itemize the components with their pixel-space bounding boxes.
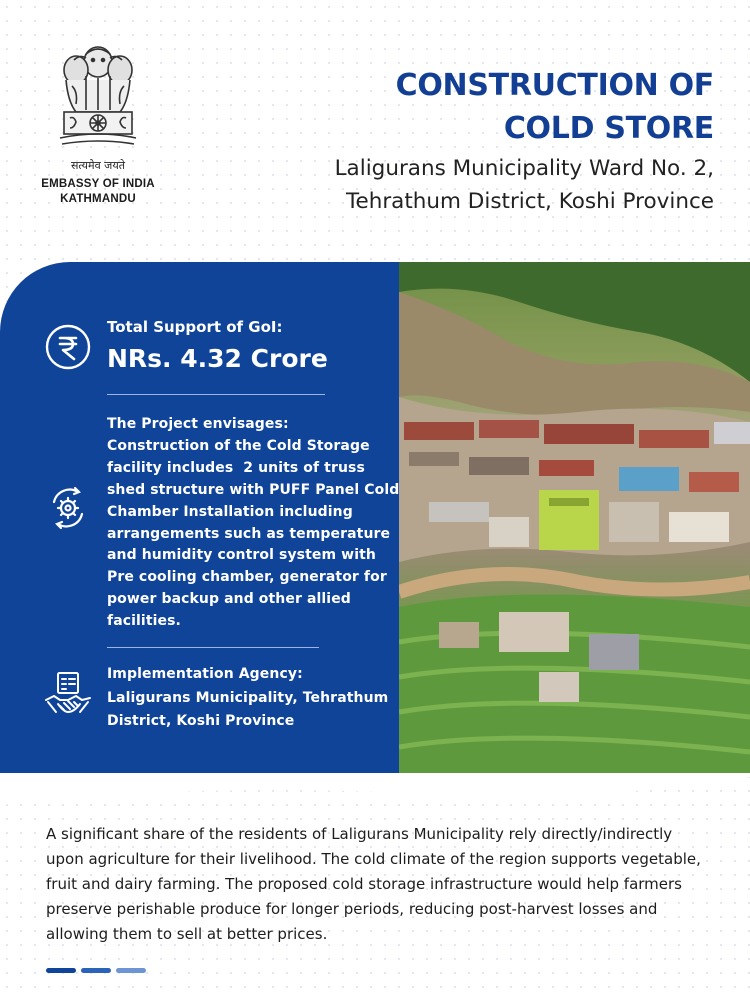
page-title (274, 64, 714, 150)
project-background-text (46, 822, 718, 947)
decorative-wave (0, 773, 750, 805)
project-line: The Project envisages: (107, 416, 289, 432)
location-line1: Laligurans Municipality Ward No. 2, (334, 156, 714, 181)
project-line: Construction of the Cold Storage (107, 437, 370, 454)
project-line: facility includes 2 units of truss (107, 459, 365, 476)
embassy-emblem (38, 40, 158, 220)
rupee-icon (44, 323, 92, 371)
decorative-dashes (46, 958, 151, 964)
description-line: A significant share of the residents of Laligurans Municipality rely directly/indirectly (46, 825, 673, 843)
description-line: allowing them to sell at better prices. (46, 925, 328, 943)
agency-line: Laligurans Municipality, Tehrathum (107, 689, 389, 706)
project-line: Chamber Installation including (107, 503, 353, 520)
description-line: fruit and dairy farming. The proposed cold storage infrastructure would help farmers (46, 875, 682, 893)
project-site-photo (399, 262, 750, 774)
embassy-name (38, 177, 158, 207)
dash-mark (116, 968, 146, 973)
support-value: NRs. 4.32 Crore (107, 344, 328, 373)
handshake-icon (44, 670, 92, 718)
gear-cycle-icon (44, 484, 92, 532)
page-title-line1: CONSTRUCTION OF (395, 68, 714, 103)
description-line: upon agriculture for their livelihood. The cold climate of the region supports vegetable, (46, 850, 701, 868)
project-line: shed structure with PUFF Panel Cold (107, 481, 400, 498)
agency-line: District, Koshi Province (107, 713, 295, 729)
panel-divider (107, 647, 319, 648)
implementation-agency (107, 663, 397, 734)
location-subtitle (254, 152, 714, 218)
emblem-motto: सत्यमेव जयते (70, 159, 125, 172)
embassy-name-line2: KATHMANDU (60, 193, 136, 205)
project-line: Pre cooling chamber, generator for (107, 569, 387, 586)
dash-mark (81, 968, 111, 973)
project-line: facilities. (107, 613, 181, 630)
lion-capital-emblem-icon (56, 40, 140, 156)
page-title-line2: COLD STORE (503, 111, 714, 146)
project-line: power backup and other allied (107, 591, 351, 608)
project-description (107, 414, 407, 633)
embassy-name-line1: EMBASSY OF INDIA (41, 178, 155, 190)
project-line: and humidity control system with (107, 547, 376, 564)
location-line2: Tehrathum District, Koshi Province (346, 189, 714, 214)
support-label: Total Support of GoI: (107, 318, 283, 336)
project-line: arrangements such as temperature (107, 525, 391, 542)
panel-divider (107, 394, 325, 395)
description-line: preserve perishable produce for longer periods, reducing post-harvest losses and (46, 900, 658, 918)
dash-mark (46, 968, 76, 973)
agency-line: Implementation Agency: (107, 666, 303, 682)
